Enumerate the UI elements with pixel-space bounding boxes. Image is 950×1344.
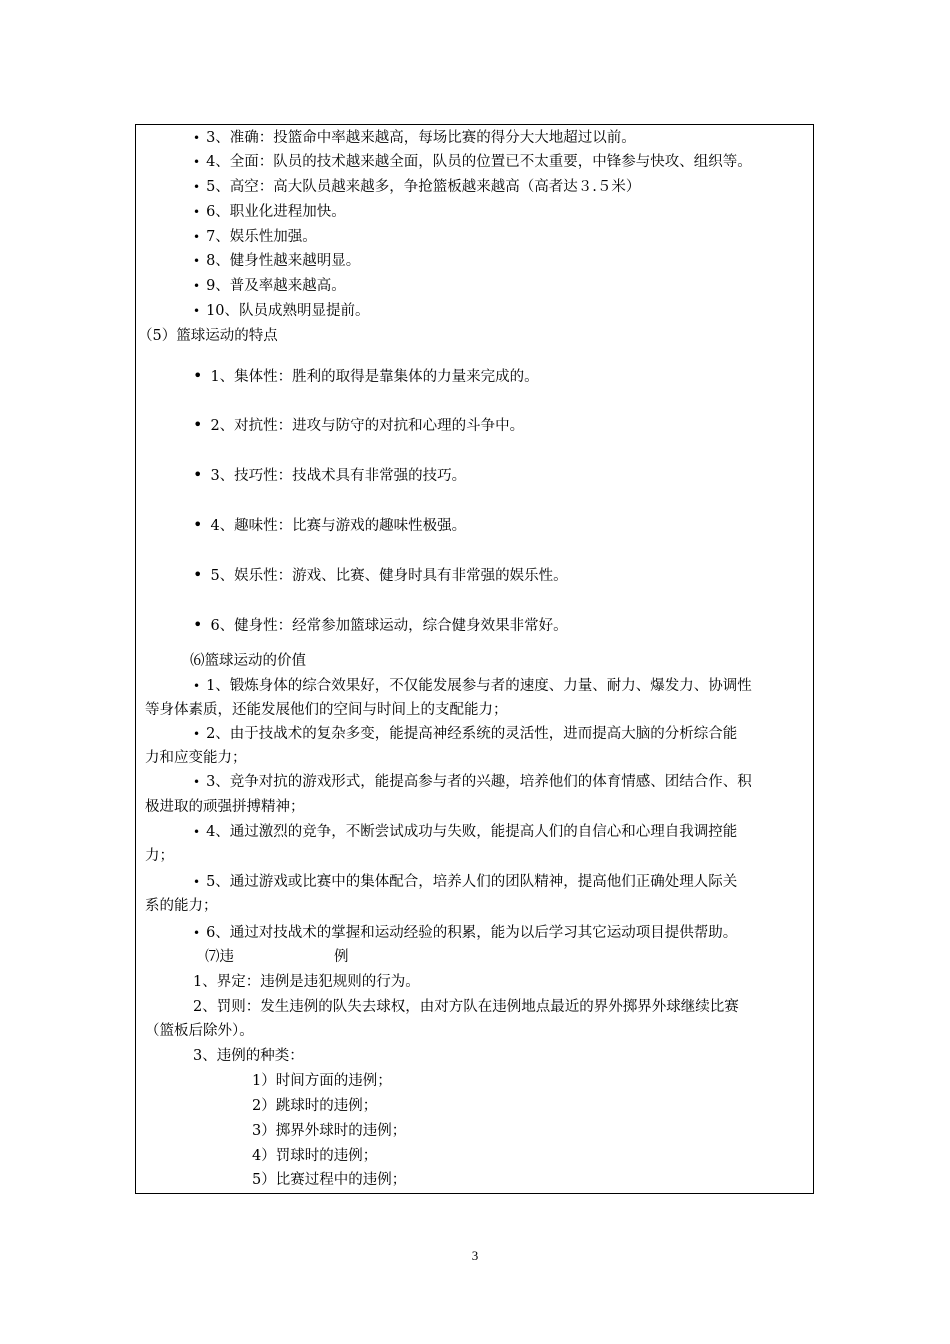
list-item: • 4、趣味性：比赛与游戏的趣味性极强。 xyxy=(193,515,467,534)
violation-types-heading: 3、违例的种类： xyxy=(193,1048,304,1064)
list-item: • 3、准确：投篮命中率越来越高，每场比赛的得分大大地超过以前。 xyxy=(193,130,636,146)
list-item: • 6、健身性：经常参加篮球运动，综合健身效果非常好。 xyxy=(193,615,568,634)
list-item-continuation: 力和应变能力； xyxy=(145,750,247,766)
list-item: • 8、健身性越来越明显。 xyxy=(193,253,361,269)
list-item: • 5、通过游戏或比赛中的集体配合，培养人们的团队精神，提高他们正确处理人际关 xyxy=(193,874,738,890)
list-item: • 3、竞争对抗的游戏形式，能提高参与者的兴趣，培养他们的体育情感、团结合作、积 xyxy=(193,774,752,790)
section-heading-violation: ⑺违 例 xyxy=(205,949,349,965)
list-item: • 2、对抗性：进攻与防守的对抗和心理的斗争中。 xyxy=(193,415,525,434)
page-number: 3 xyxy=(471,1248,479,1263)
list-item: • 3、技巧性：技战术具有非常强的技巧。 xyxy=(193,465,467,484)
list-item-continuation: 等身体素质，还能发展他们的空间与时间上的支配能力； xyxy=(145,702,508,718)
violation-penalty: 2、罚则：发生违例的队失去球权，由对方队在违例地点最近的界外掷界外球继续比赛 xyxy=(193,999,739,1015)
list-item: 1）时间方面的违例； xyxy=(252,1073,392,1089)
list-item: • 4、全面：队员的技术越来越全面，队员的位置已不太重要，中锋参与快攻、组织等。 xyxy=(193,154,752,170)
section-heading-values: ⑹篮球运动的价值 xyxy=(190,653,306,669)
list-item: 2）跳球时的违例； xyxy=(252,1098,378,1114)
list-item: • 5、娱乐性：游戏、比赛、健身时具有非常强的娱乐性。 xyxy=(193,565,568,584)
list-item: • 1、集体性：胜利的取得是靠集体的力量来完成的。 xyxy=(193,366,539,385)
list-item-continuation: 力； xyxy=(145,848,174,864)
list-item: • 7、娱乐性加强。 xyxy=(193,229,317,245)
list-item: • 2、由于技战术的复杂多变，能提高神经系统的灵活性，进而提高大脑的分析综合能 xyxy=(193,726,738,742)
section-heading-features: （5）篮球运动的特点 xyxy=(138,328,278,344)
list-item: • 4、通过激烈的竞争，不断尝试成功与失败，能提高人们的自信心和心理自我调控能 xyxy=(193,824,738,840)
list-item-continuation: 极进取的顽强拼搏精神； xyxy=(145,799,305,815)
list-item: 5）比赛过程中的违例； xyxy=(252,1172,407,1188)
list-item: • 6、通过对技战术的掌握和运动经验的积累，能为以后学习其它运动项目提供帮助。 xyxy=(193,925,738,941)
list-item: 3）掷界外球时的违例； xyxy=(252,1123,407,1139)
list-item: • 9、普及率越来越高。 xyxy=(193,278,346,294)
list-item: • 5、高空：高大队员越来越多，争抢篮板越来越高（高者达３.５米） xyxy=(193,179,641,195)
list-item: • 6、职业化进程加快。 xyxy=(193,204,346,220)
list-item: • 10、队员成熟明显提前。 xyxy=(193,303,370,319)
violation-definition: 1、界定：违例是违犯规则的行为。 xyxy=(193,974,420,990)
list-item-continuation: 系的能力； xyxy=(145,898,218,914)
list-item: • 1、锻炼身体的综合效果好，不仅能发展参与者的速度、力量、耐力、爆发力、协调性 xyxy=(193,678,752,694)
violation-penalty-continuation: （篮板后除外）。 xyxy=(145,1023,254,1039)
list-item: 4）罚球时的违例； xyxy=(252,1148,378,1164)
